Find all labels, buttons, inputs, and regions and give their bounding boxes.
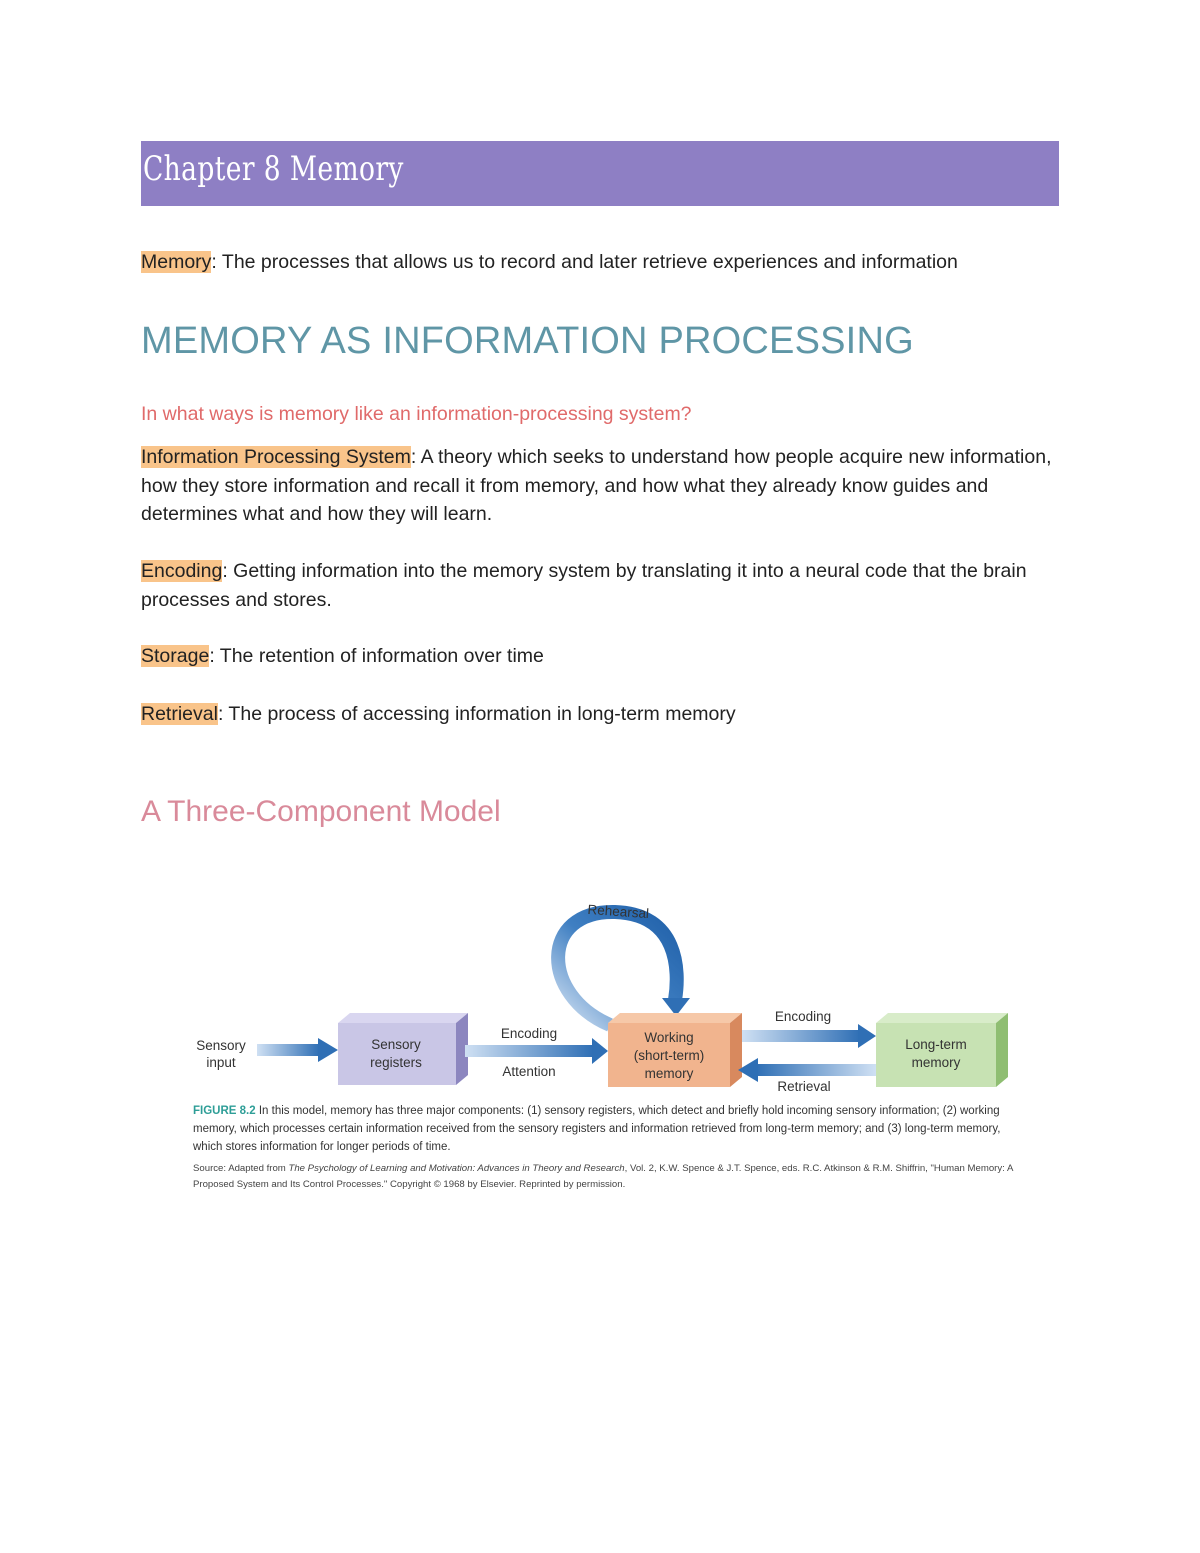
- encoding-text: : Getting information into the memory system by translating it into a neural code that the brain processes and stores.: [141, 560, 1027, 611]
- retrieval-term: Retrieval: [141, 703, 218, 725]
- rehearsal-label: Rehearsal: [587, 901, 650, 922]
- attention-label: Attention: [502, 1064, 556, 1079]
- figure-source: [193, 1161, 1013, 1193]
- ips-definition: [141, 443, 1059, 529]
- sensory-registers-label-2: registers: [370, 1055, 422, 1070]
- sensory-input-label-2: input: [206, 1055, 236, 1070]
- longterm-label-2: memory: [911, 1055, 961, 1070]
- encoding-attention-arrow: [465, 1038, 608, 1064]
- retrieval-text: : The process of accessing information in long-term memory: [217, 703, 736, 725]
- encoding-term: Encoding: [141, 560, 223, 582]
- working-label-1: Working: [644, 1030, 694, 1045]
- encoding-definition: [141, 557, 1059, 614]
- source-prefix: Source: Adapted from: [193, 1163, 289, 1174]
- ips-term: Information Processing System: [141, 446, 411, 468]
- sensory-input-label-1: Sensory: [196, 1038, 246, 1053]
- section-heading: MEMORY AS INFORMATION PROCESSING: [141, 320, 914, 362]
- chapter-title: Chapter 8 Memory: [143, 149, 404, 189]
- figure-caption: [193, 1102, 1003, 1156]
- source-title: The Psychology of Learning and Motivation: Advances in Theory and Research: [288, 1163, 625, 1174]
- memory-term: Memory: [141, 251, 212, 273]
- encoding-arrow-right: [742, 1024, 876, 1048]
- figure-caption-text: In this model, memory has three major components: (1) sensory registers, which detect and briefly hold incoming sensory information; (2) working memory, which processes certain information received from the sensory registers and information retrieved from long-term memory; and (3) long-term memory, which stores information for longer periods of time.: [193, 1105, 1001, 1153]
- working-label-2: (short-term): [633, 1048, 705, 1063]
- sensory-input-arrow: [257, 1038, 338, 1062]
- subsection-heading: A Three-Component Model: [141, 795, 501, 828]
- ips-text: : A theory which seeks to understand how people acquire new information, how they store information and recall it from memory, and how what they already know guides and determines what and how they will learn.: [141, 446, 1052, 525]
- rehearsal-loop-arrow: [558, 912, 690, 1025]
- section-question: In what ways is memory like an information-processing system?: [141, 403, 692, 425]
- sensory-registers-label-1: Sensory: [371, 1037, 421, 1052]
- memory-definition: [141, 248, 1059, 277]
- retrieval-definition: [141, 700, 1059, 729]
- retrieval-label: Retrieval: [777, 1079, 831, 1094]
- source-rest: , Vol. 2, K.W. Spence & J.T. Spence, eds. R.C. Atkinson & R.M. Shiffrin, "Human Memory: A Proposed System and Its Control Processes." Copyright © 1968 by Elsevier. Reprinted by permission.: [193, 1163, 1013, 1190]
- figure-label: FIGURE 8.2: [193, 1105, 256, 1117]
- storage-term: Storage: [141, 645, 210, 667]
- longterm-label-1: Long-term: [905, 1037, 967, 1052]
- encoding-left-label: Encoding: [500, 1026, 558, 1041]
- encoding-right-label: Encoding: [774, 1009, 832, 1024]
- working-label-3: memory: [644, 1066, 694, 1081]
- storage-definition: [141, 642, 1059, 671]
- memory-text: : The processes that allows us to record and later retrieve experiences and information: [211, 251, 958, 273]
- storage-text: : The retention of information over time: [209, 645, 544, 667]
